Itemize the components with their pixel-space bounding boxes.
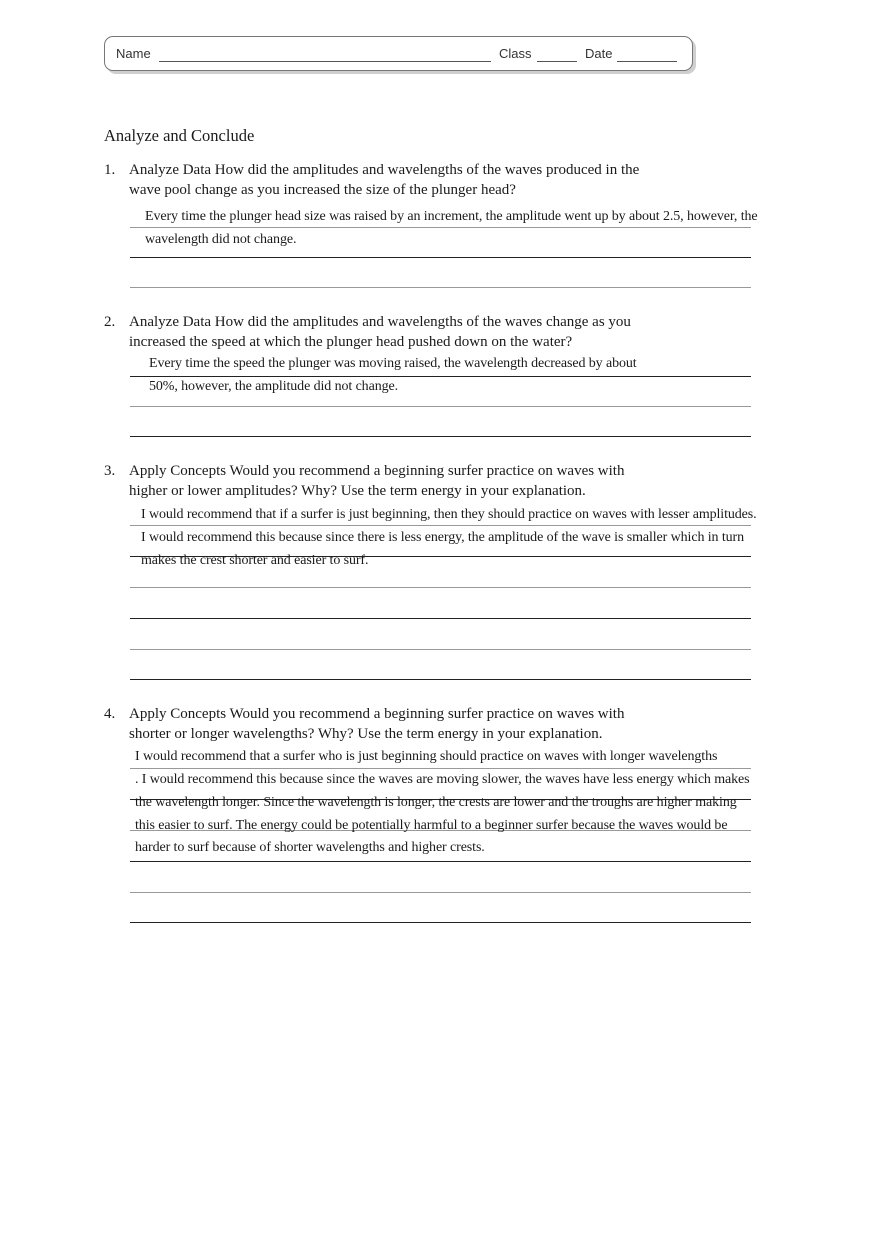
answer-line: Every time the speed the plunger was moving raised, the wavelength decreased by about	[149, 356, 637, 371]
date-field[interactable]	[617, 61, 677, 62]
name-field[interactable]	[159, 61, 491, 62]
question-text-line: wave pool change as you increased the size of the plunger head?	[129, 182, 516, 198]
date-label: Date	[585, 46, 613, 61]
question-text-line: shorter or longer wavelengths? Why? Use the term energy in your explanation.	[129, 726, 603, 742]
answer-line: this easier to surf. The energy could be potentially harmful to a beginner surfer because the waves would be	[135, 818, 728, 833]
answer-rule	[130, 287, 751, 288]
answer-rule	[130, 679, 751, 680]
answer-rule	[130, 227, 751, 228]
answer-line: I would recommend that a surfer who is just beginning should practice on waves with longer wavelengths	[135, 749, 718, 764]
question-text-line: Analyze Data How did the amplitudes and wavelengths of the waves change as you	[129, 314, 631, 330]
answer-rule	[130, 406, 751, 407]
answer-line: the wavelength longer. Since the wavelength is longer, the crests are lower and the troughs are higher making	[135, 795, 737, 810]
answer-rule	[130, 587, 751, 588]
question-text-line: increased the speed at which the plunger head pushed down on the water?	[129, 334, 573, 350]
answer-rule	[130, 618, 751, 619]
answer-line: makes the crest shorter and easier to surf.	[141, 553, 369, 568]
answer-line: I would recommend that if a surfer is just beginning, then they should practice on waves with lesser amplitudes.	[141, 507, 757, 522]
answer-rule	[130, 768, 751, 769]
question-number: 1.	[104, 162, 116, 178]
answer-rule	[130, 436, 751, 437]
answer-rule	[130, 649, 751, 650]
class-field[interactable]	[537, 61, 577, 62]
question-number: 4.	[104, 706, 116, 722]
answer-line: 50%, however, the amplitude did not change.	[149, 379, 399, 394]
question-number: 2.	[104, 314, 116, 330]
class-label: Class	[499, 46, 532, 61]
answer-line: Every time the plunger head size was raised by an increment, the amplitude went up by about 2.5, however, the	[145, 209, 758, 224]
student-info-header	[104, 36, 693, 71]
answer-rule	[130, 892, 751, 893]
question-text-line: higher or lower amplitudes? Why? Use the term energy in your explanation.	[129, 483, 586, 499]
question-text-line: Apply Concepts Would you recommend a beginning surfer practice on waves with	[129, 706, 625, 722]
answer-line: harder to surf because of shorter wavelengths and higher crests.	[135, 840, 485, 855]
name-label: Name	[116, 46, 151, 61]
question-text-line: Analyze Data How did the amplitudes and wavelengths of the waves produced in the	[129, 162, 640, 178]
section-title: Analyze and Conclude	[104, 126, 255, 145]
answer-rule	[130, 376, 751, 377]
question-number: 3.	[104, 463, 116, 479]
answer-rule	[130, 257, 751, 258]
answer-rule	[130, 861, 751, 862]
answer-line: I would recommend this because since there is less energy, the amplitude of the wave is smaller which in turn	[141, 530, 744, 545]
answer-rule	[130, 922, 751, 923]
answer-line: . I would recommend this because since the waves are moving slower, the waves have less energy which makes	[135, 772, 750, 787]
answer-line: wavelength did not change.	[145, 232, 297, 247]
answer-rule	[130, 525, 751, 526]
question-text-line: Apply Concepts Would you recommend a beginning surfer practice on waves with	[129, 463, 625, 479]
